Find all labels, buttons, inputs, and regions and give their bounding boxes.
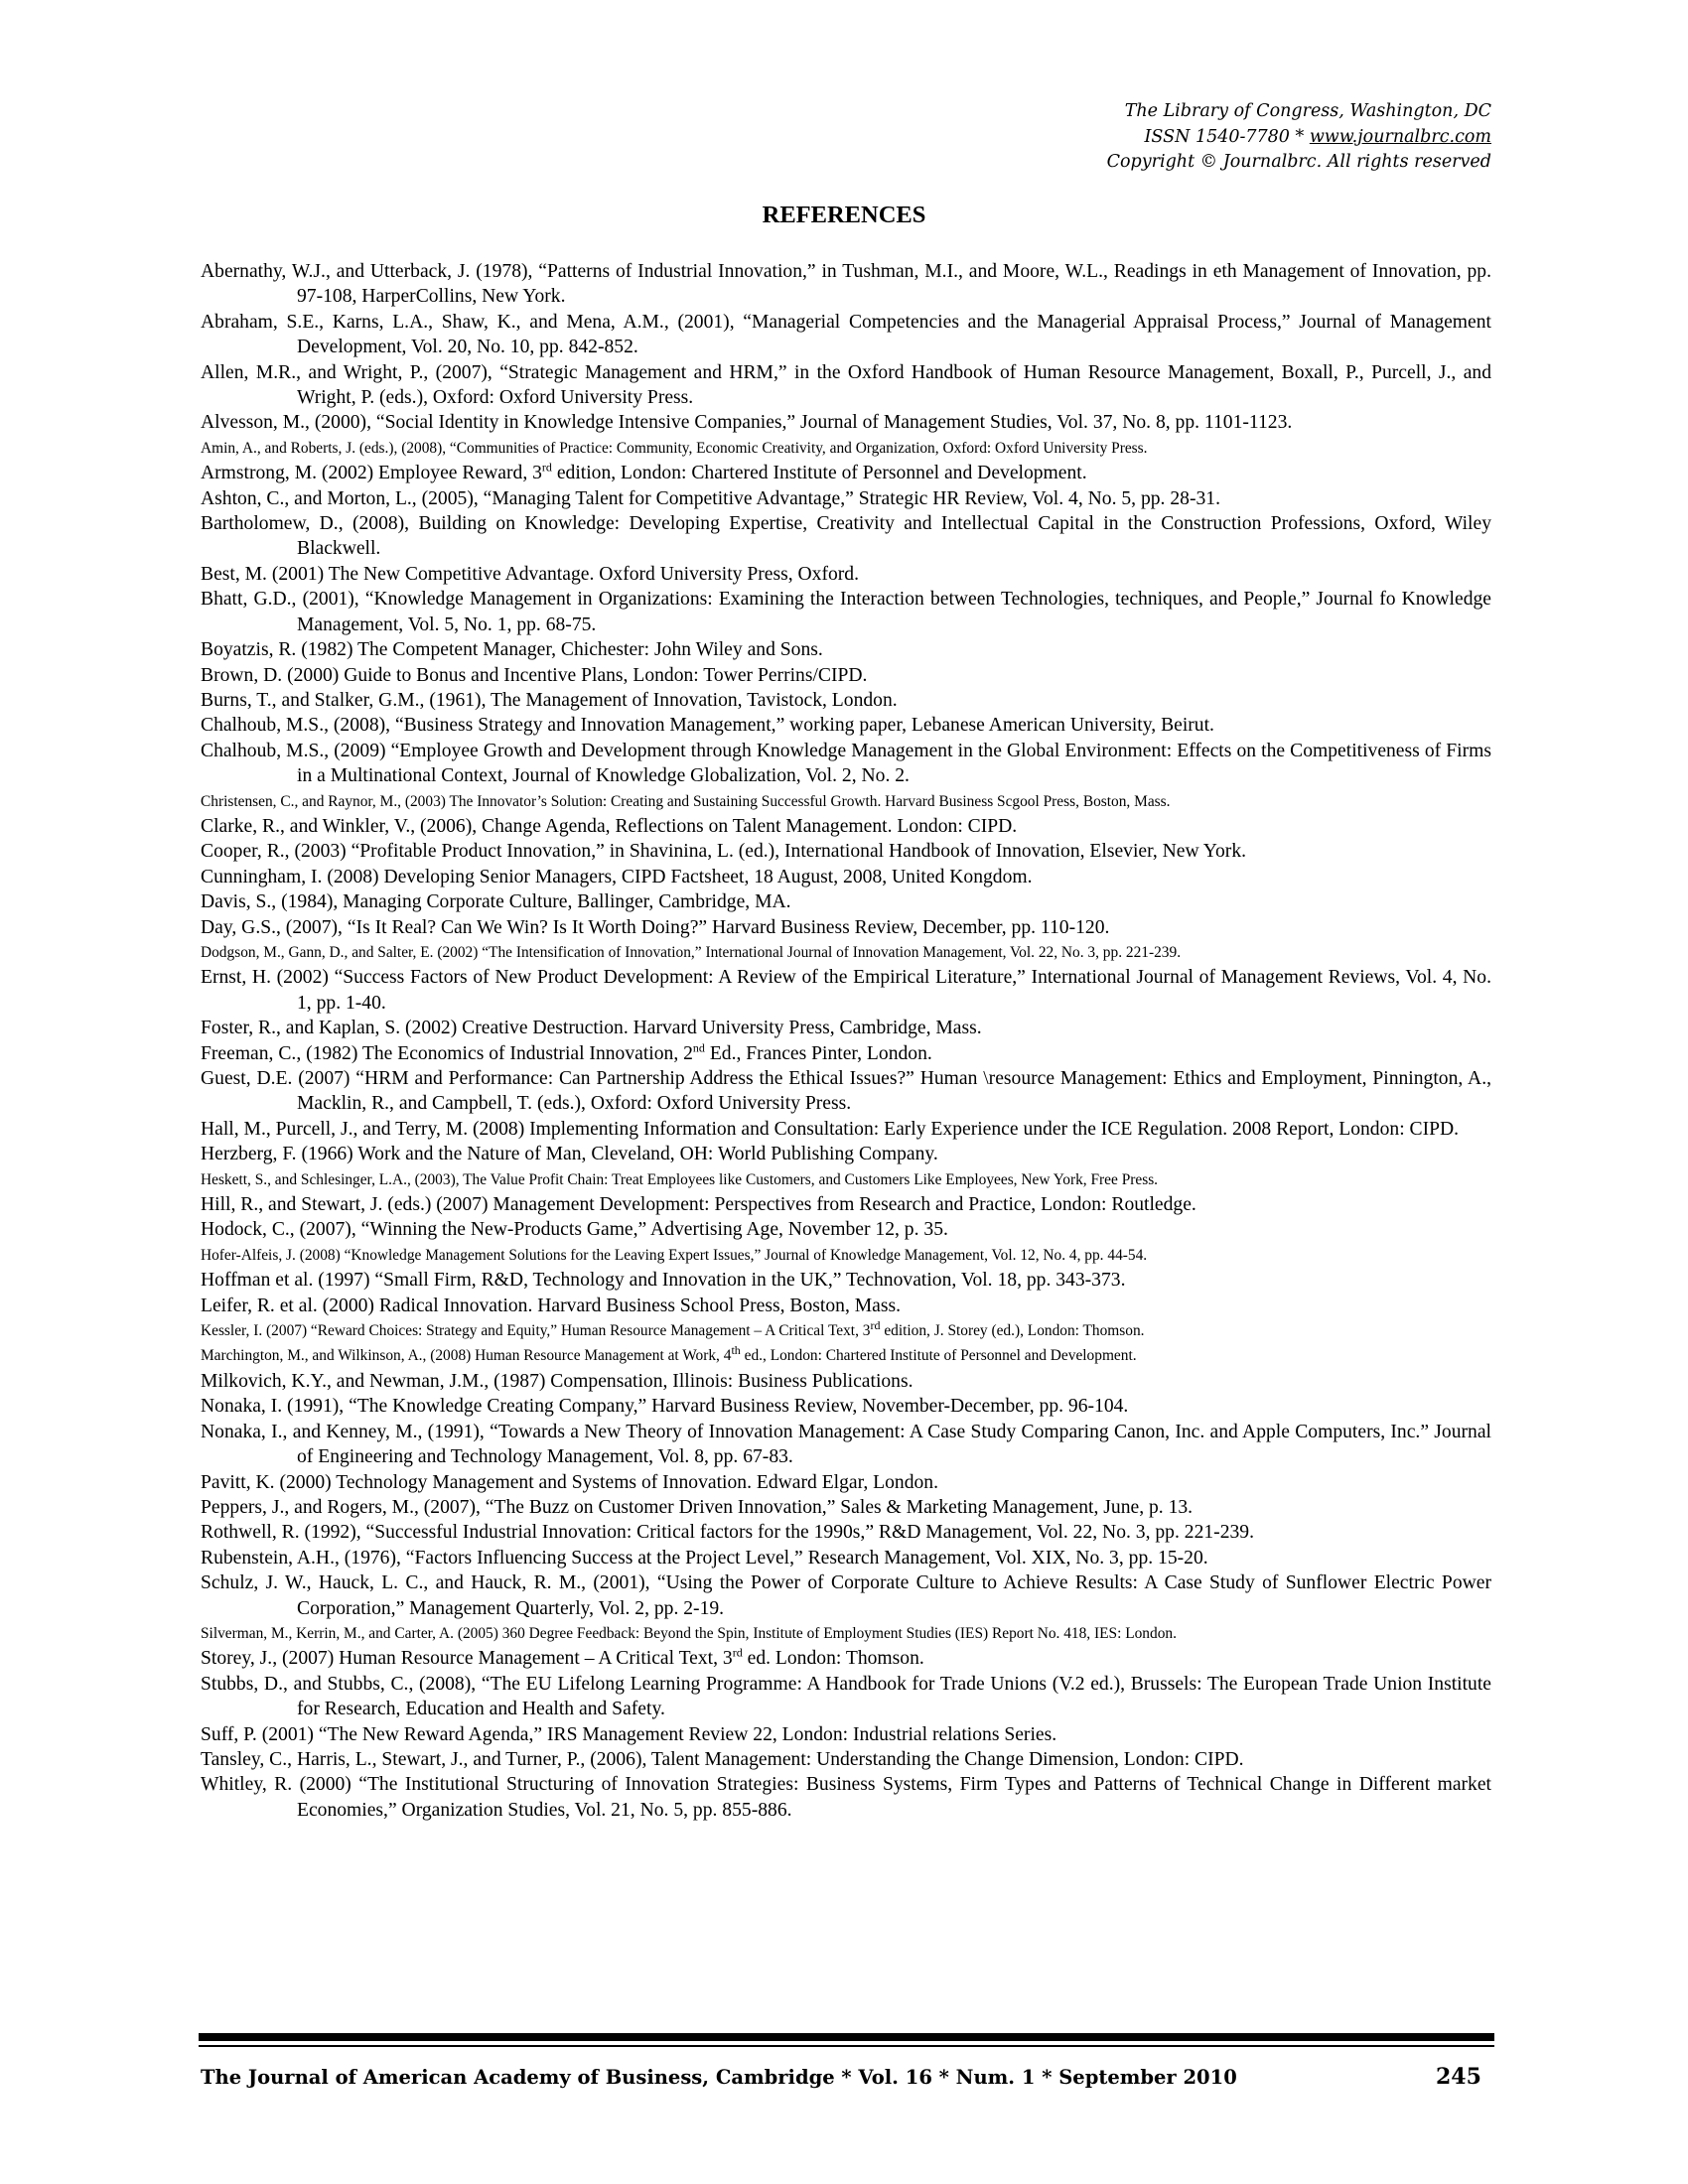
reference-item: Rothwell, R. (1992), “Successful Industrial Innovation: Critical factors for the 1990s,” R&D Management, Vol. 22, No. 3, pp. 221-239. xyxy=(201,1522,1254,1544)
reference-item: Cunningham, I. (2008) Developing Senior Managers, CIPD Factsheet, 18 August, 2008, United Kongdom. xyxy=(201,866,1033,887)
reference-item: Bhatt, G.D., (2001), “Knowledge Management in Organizations: Examining the Interaction between Technologies, techniques, and People,” Journal fo Knowledge Management, Vol. 5, No. 1, pp. 68-75. xyxy=(201,589,1491,635)
header-library-line: The Library of Congress, Washington, DC xyxy=(1124,101,1491,121)
reference-item: Silverman, M., Kerrin, M., and Carter, A. (2005) 360 Degree Feedback: Beyond the Spin, Institute of Employment Studies (IES) Report No. 418, IES: London. xyxy=(201,1624,1177,1642)
reference-item: Davis, S., (1984), Managing Corporate Culture, Ballinger, Cambridge, MA. xyxy=(201,891,791,913)
reference-item: Whitley, R. (2000) “The Institutional Structuring of Innovation Strategies: Business Systems, Firm Types and Patterns of Technical Change in Different market Economies,” Organization Studies, Vol. 21, No. 5, pp. 855-886. xyxy=(201,1774,1491,1821)
reference-text: Marchington, M., and Wilkinson, A., (2008) Human Resource Management at Work, 4 xyxy=(201,1347,732,1365)
reference-item: Hodock, C., (2007), “Winning the New-Products Game,” Advertising Age, November 12, p. 35. xyxy=(201,1219,948,1241)
reference-text: ed. London: Thomson. xyxy=(742,1648,924,1670)
reference-item: Tansley, C., Harris, L., Stewart, J., and Turner, P., (2006), Talent Management: Understanding the Change Dimension, London: CIPD. xyxy=(201,1748,1244,1770)
reference-item: Hoffman et al. (1997) “Small Firm, R&D, Technology and Innovation in the UK,” Technovation, Vol. 18, pp. 343-373. xyxy=(201,1270,1126,1292)
reference-item: Guest, D.E. (2007) “HRM and Performance: Can Partnership Address the Ethical Issues?” Human \resource Management: Ethics and Employment, Pinnington, A., Macklin, R., and Campbell, T. (eds.), Oxford: Oxford University Press. xyxy=(201,1068,1491,1115)
page-header xyxy=(896,99,1491,176)
reference-item xyxy=(201,1041,1491,1066)
reference-item: Rubenstein, A.H., (1976), “Factors Influencing Success at the Project Level,” Research Management, Vol. XIX, No. 3, pp. 15-20. xyxy=(201,1547,1208,1569)
reference-item: Alvesson, M., (2000), “Social Identity in Knowledge Intensive Companies,” Journal of Management Studies, Vol. 37, No. 8, pp. 1101-1123. xyxy=(201,412,1293,434)
reference-item: Peppers, J., and Rogers, M., (2007), “The Buzz on Customer Driven Innovation,” Sales & Marketing Management, June, p. 13. xyxy=(201,1496,1194,1518)
reference-item: Christensen, C., and Raynor, M., (2003) The Innovator’s Solution: Creating and Sustaining Successful Growth. Harvard Business Scgool Press, Boston, Mass. xyxy=(201,792,1171,810)
reference-item xyxy=(201,1318,1491,1343)
references-heading: REFERENCES xyxy=(762,202,926,228)
reference-superscript: th xyxy=(731,1343,741,1358)
reference-item: Pavitt, K. (2000) Technology Management and Systems of Innovation. Edward Elgar, London. xyxy=(201,1471,938,1493)
page-number: 245 xyxy=(1436,2064,1481,2090)
reference-text: Kessler, I. (2007) “Reward Choices: Strategy and Equity,” Human Resource Management – A Critical Text, 3 xyxy=(201,1322,871,1340)
reference-item: Clarke, R., and Winkler, V., (2006), Change Agenda, Reflections on Talent Management. London: CIPD. xyxy=(201,815,1018,837)
reference-item: Abraham, S.E., Karns, L.A., Shaw, K., and Mena, A.M., (2001), “Managerial Competencies and the Managerial Appraisal Process,” Journal of Management Development, Vol. 20, No. 10, pp. 842-852. xyxy=(201,311,1491,358)
header-issn: ISSN 1540-7780 * xyxy=(1144,126,1310,147)
reference-item: Chalhoub, M.S., (2008), “Business Strategy and Innovation Management,” working paper, Lebanese American University, Beirut. xyxy=(201,715,1214,737)
reference-item xyxy=(201,1343,1491,1368)
reference-item: Best, M. (2001) The New Competitive Advantage. Oxford University Press, Oxford. xyxy=(201,563,860,585)
reference-item: Hall, M., Purcell, J., and Terry, M. (2008) Implementing Information and Consultation: Early Experience under the ICE Regulation. 2008 Report, London: CIPD. xyxy=(201,1118,1460,1140)
reference-item: Herzberg, F. (1966) Work and the Nature of Man, Cleveland, OH: World Publishing Company. xyxy=(201,1144,938,1165)
reference-item: Allen, M.R., and Wright, P., (2007), “Strategic Management and HRM,” in the Oxford Handbook of Human Resource Management, Boxall, P., Purcell, J., and Wright, P. (eds.), Oxford: Oxford University Press. xyxy=(201,361,1491,409)
reference-item: Nonaka, I. (1991), “The Knowledge Creating Company,” Harvard Business Review, November-December, pp. 96-104. xyxy=(201,1396,1129,1418)
header-url-link[interactable]: www.journalbrc.com xyxy=(1309,126,1491,147)
header-issn-line xyxy=(896,125,1491,151)
reference-text: Ed., Frances Pinter, London. xyxy=(704,1042,932,1064)
reference-text: edition, J. Storey (ed.), London: Thomson. xyxy=(880,1322,1145,1340)
reference-item: Leifer, R. et al. (2000) Radical Innovation. Harvard Business School Press, Boston, Mass. xyxy=(201,1295,902,1316)
reference-superscript: rd xyxy=(732,1645,743,1660)
reference-item: Brown, D. (2000) Guide to Bonus and Incentive Plans, London: Tower Perrins/CIPD. xyxy=(201,664,868,686)
reference-item: Amin, A., and Roberts, J. (eds.), (2008), “Communities of Practice: Community, Economic Creativity, and Organization, Oxford: Oxford University Press. xyxy=(201,439,1148,457)
reference-item xyxy=(201,1646,1491,1671)
reference-item: Heskett, S., and Schlesinger, L.A., (2003), The Value Profit Chain: Treat Employees like Customers, and Customers Like Employees, New York, Free Press. xyxy=(201,1170,1159,1188)
reference-item: Ernst, H. (2002) “Success Factors of New Product Development: A Review of the Empirical Literature,” International Journal of Management Reviews, Vol. 4, No. 1, pp. 1-40. xyxy=(201,967,1491,1014)
reference-text: Freeman, C., (1982) The Economics of Industrial Innovation, 2 xyxy=(201,1042,693,1064)
reference-text: Armstrong, M. (2002) Employee Reward, 3 xyxy=(201,463,542,484)
references-list xyxy=(201,259,1491,1823)
footer-rule-thick xyxy=(199,2033,1494,2041)
reference-item: Day, G.S., (2007), “Is It Real? Can We Win? Is It Worth Doing?” Harvard Business Review, December, pp. 110-120. xyxy=(201,916,1110,938)
footer-rule-thin xyxy=(199,2045,1494,2047)
reference-item: Foster, R., and Kaplan, S. (2002) Creative Destruction. Harvard University Press, Cambridge, Mass. xyxy=(201,1018,982,1039)
reference-item: Nonaka, I., and Kenney, M., (1991), “Towards a New Theory of Innovation Management: A Case Study Comparing Canon, Inc. and Apple Computers, Inc.” Journal of Engineering and Technology Management, Vol. 8, pp. 67-83. xyxy=(201,1421,1491,1468)
header-copyright-line: Copyright © Journalbrc. All rights reserved xyxy=(1106,152,1491,172)
reference-item: Ashton, C., and Morton, L., (2005), “Managing Talent for Competitive Advantage,” Strategic HR Review, Vol. 4, No. 5, pp. 28-31. xyxy=(201,487,1220,509)
reference-superscript: rd xyxy=(870,1317,881,1332)
reference-item: Abernathy, W.J., and Utterback, J. (1978), “Patterns of Industrial Innovation,” in Tushman, M.I., and Moore, W.L., Readings in eth Management of Innovation, pp. 97-108, HarperCollins, New York. xyxy=(201,261,1491,308)
reference-item: Boyatzis, R. (1982) The Competent Manager, Chichester: John Wiley and Sons. xyxy=(201,639,823,661)
reference-item: Cooper, R., (2003) “Profitable Product Innovation,” in Shavinina, L. (ed.), International Handbook of Innovation, Elsevier, New York. xyxy=(201,841,1247,863)
journal-footer: The Journal of American Academy of Business, Cambridge * Vol. 16 * Num. 1 * September 2010 xyxy=(201,2066,1237,2089)
reference-item: Schulz, J. W., Hauck, L. C., and Hauck, R. M., (2001), “Using the Power of Corporate Culture to Achieve Results: A Case Study of Sunflower Electric Power Corporation,” Management Quarterly, Vol. 2, pp. 2-19. xyxy=(201,1572,1491,1619)
reference-item: Bartholomew, D., (2008), Building on Knowledge: Developing Expertise, Creativity and Intellectual Capital in the Construction Professions, Oxford, Wiley Blackwell. xyxy=(201,513,1491,560)
reference-text: ed., London: Chartered Institute of Personnel and Development. xyxy=(740,1347,1137,1365)
reference-text: edition, London: Chartered Institute of Personnel and Development. xyxy=(551,463,1087,484)
reference-item: Hofer-Alfeis, J. (2008) “Knowledge Management Solutions for the Leaving Expert Issues,” Journal of Knowledge Management, Vol. 12, No. 4, pp. 44-54. xyxy=(201,1246,1148,1264)
reference-item: Dodgson, M., Gann, D., and Salter, E. (2002) “The Intensification of Innovation,” International Journal of Innovation Management, Vol. 22, No. 3, pp. 221-239. xyxy=(201,943,1182,961)
reference-superscript: rd xyxy=(541,460,552,475)
reference-item xyxy=(201,461,1491,485)
reference-text: Storey, J., (2007) Human Resource Management – A Critical Text, 3 xyxy=(201,1648,733,1670)
reference-item: Burns, T., and Stalker, G.M., (1961), The Management of Innovation, Tavistock, London. xyxy=(201,689,898,711)
reference-superscript: nd xyxy=(692,1040,705,1055)
reference-item: Milkovich, K.Y., and Newman, J.M., (1987) Compensation, Illinois: Business Publications. xyxy=(201,1370,914,1392)
reference-item: Suff, P. (2001) “The New Reward Agenda,” IRS Management Review 22, London: Industrial relations Series. xyxy=(201,1723,1057,1745)
reference-item: Hill, R., and Stewart, J. (eds.) (2007) Management Development: Perspectives from Research and Practice, London: Routledge. xyxy=(201,1194,1196,1216)
reference-item: Chalhoub, M.S., (2009) “Employee Growth and Development through Knowledge Management in the Global Environment: Effects on the Competitiveness of Firms in a Multinational Context, Journal of Knowledge Globalization, Vol. 2, No. 2. xyxy=(201,740,1491,787)
reference-item: Stubbs, D., and Stubbs, C., (2008), “The EU Lifelong Learning Programme: A Handbook for Trade Unions (V.2 ed.), Brussels: The European Trade Union Institute for Research, Education and Health and Safety. xyxy=(201,1673,1491,1720)
